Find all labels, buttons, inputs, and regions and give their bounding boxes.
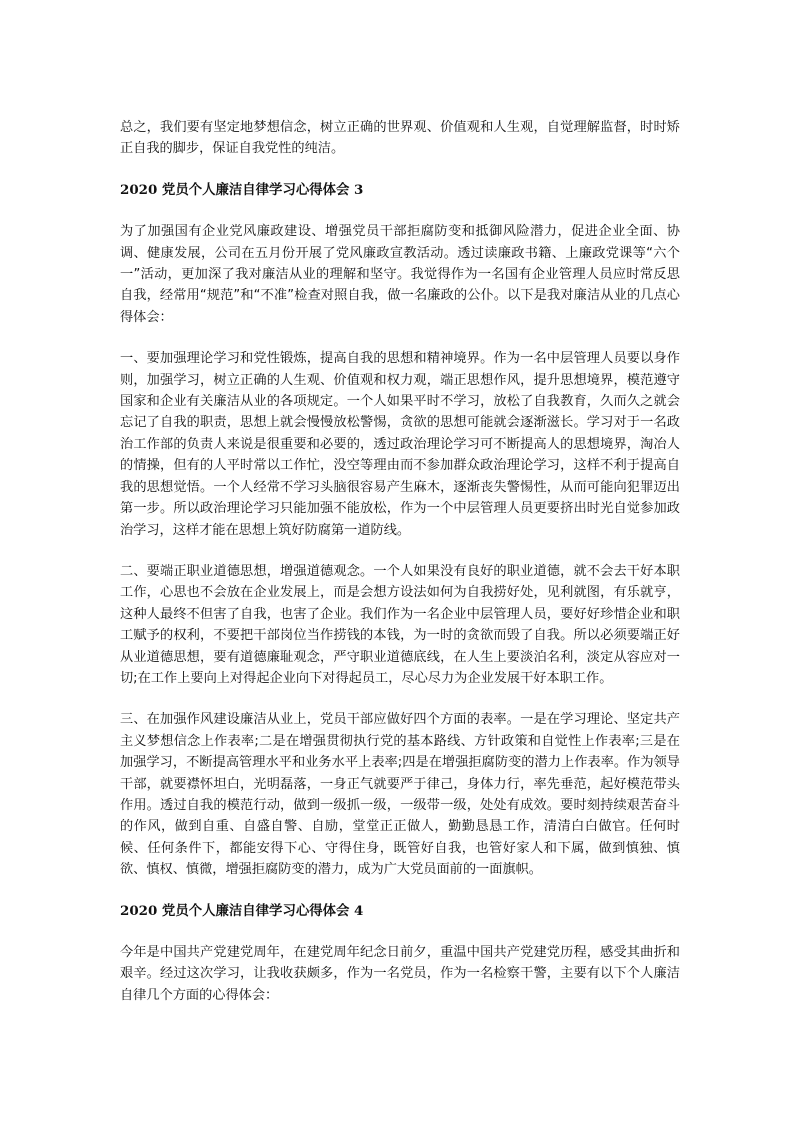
paragraph-conclusion: 总之，我们要有坚定地梦想信念，树立正确的世界观、价值观和人生观，自觉理解监督，时时矫正自我的脚步，保证自我党性的纯洁。 xyxy=(120,120,680,157)
document-body xyxy=(120,117,680,1026)
section-heading-3: 2020 党员个人廉洁自律学习心得体会 3 xyxy=(120,181,364,198)
paragraph-point-3: 三、在加强作风建设廉洁从业上，党员干部应做好四个方面的表率。一是在学习理论、坚定共产主义梦想信念上作表率;二是在增强贯彻执行党的基本路线、方针政策和自觉性上作表率;三是在加强学习，不断提高管理水平和业务水平上表率;四是在增强拒腐防变的潜力上作表率。作为领导干部，就要襟怀坦白，光明磊落，一身正气就要严于律己，身体力行，率先垂范，起好模范带头作用。透过自我的模范行动，做到一级抓一级，一级带一级，处处有成效。要时刻持续艰苦奋斗的作风，做到自重、自盛自警、自励，堂堂正正做人，勤勤恳恳工作，清清白白做官。任何时候、任何条件下，都能安得下心、守得住身，既管好自我，也管好家人和下属，做到慎独、慎欲、慎权、慎微，增强拒腐防变的潜力，成为广大党员面前的一面旗帜。 xyxy=(120,712,680,878)
paragraph-point-1: 一、要加强理论学习和党性锻炼，提高自我的思想和精神境界。作为一名中层管理人员要以身作则，加强学习，树立正确的人生观、价值观和权力观，端正思想作风，提升思想境界，模范遵守国家和企业有关廉洁从业的各项规定。一个人如果平时不学习，放松了自我教育，久而久之就会忘记了自我的职责，思想上就会慢慢放松警惕，贪欲的思想可能就会逐渐滋长。学习对于一名政治工作部的负责人来说是很重要和必要的，透过政治理论学习可不断提高人的思想境界，淘冶人的情操，但有的人平时常以工作忙，没空等理由而不参加群众政治理论学习，这样不利于提高自我的思想觉悟。一个人经常不学习头脑很容易产生麻木，逐渐丧失警惕性，从而可能向犯罪迈出第一步。所以政治理论学习只能加强不能放松，作为一个中层管理人员更要挤出时光自觉参加政治学习，这样才能在思想上筑好防腐第一道防线。 xyxy=(120,351,680,538)
paragraph-intro-4: 今年是中国共产党建党周年，在建党周年纪念日前夕，重温中国共产党建党历程，感受其曲折和艰辛。经过这次学习，让我收获颇多，作为一名党员，作为一名检察干警，主要有以下个人廉洁自律几个方面的心得体会： xyxy=(120,945,680,1003)
paragraph-intro-3: 为了加强国有企业党风廉政建设、增强党员干部拒腐防变和抵御风险潜力，促进企业全面、协调、健康发展，公司在五月份开展了党风廉政宣教活动。透过读廉政书籍、上廉政党课等“六个一”活动，更加深了我对廉洁从业的理解和坚守。我觉得作为一名国有企业管理人员应时常反思自我，经常用“规范”和“不准”检查对照自我，做一名廉政的公仆。以下是我对廉洁从业的几点心得体会： xyxy=(120,224,680,325)
section-heading-4: 2020 党员个人廉洁自律学习心得体会 4 xyxy=(120,902,364,919)
paragraph-point-2: 二、要端正职业道德思想，增强道德观念。一个人如果没有良好的职业道德，就不会去干好本职工作，心思也不会放在企业发展上，而是会想方设法如何为自我捞好处，见利就图，有乐就亨，这种人最终不但害了自我，也害了企业。我们作为一名企业中层管理人员，要好好珍惜企业和职工赋予的权利，不要把干部岗位当作捞钱的本钱，为一时的贪欲而毁了自我。所以必须要端正好从业道德思想，要有道德廉耻观念，严守职业道德底线，在人生上要淡泊名利，淡定从容应对一切;在工作上要向上对得起企业向下对得起员工，尽心尽力为企业发展干好本职工作。 xyxy=(120,563,680,686)
